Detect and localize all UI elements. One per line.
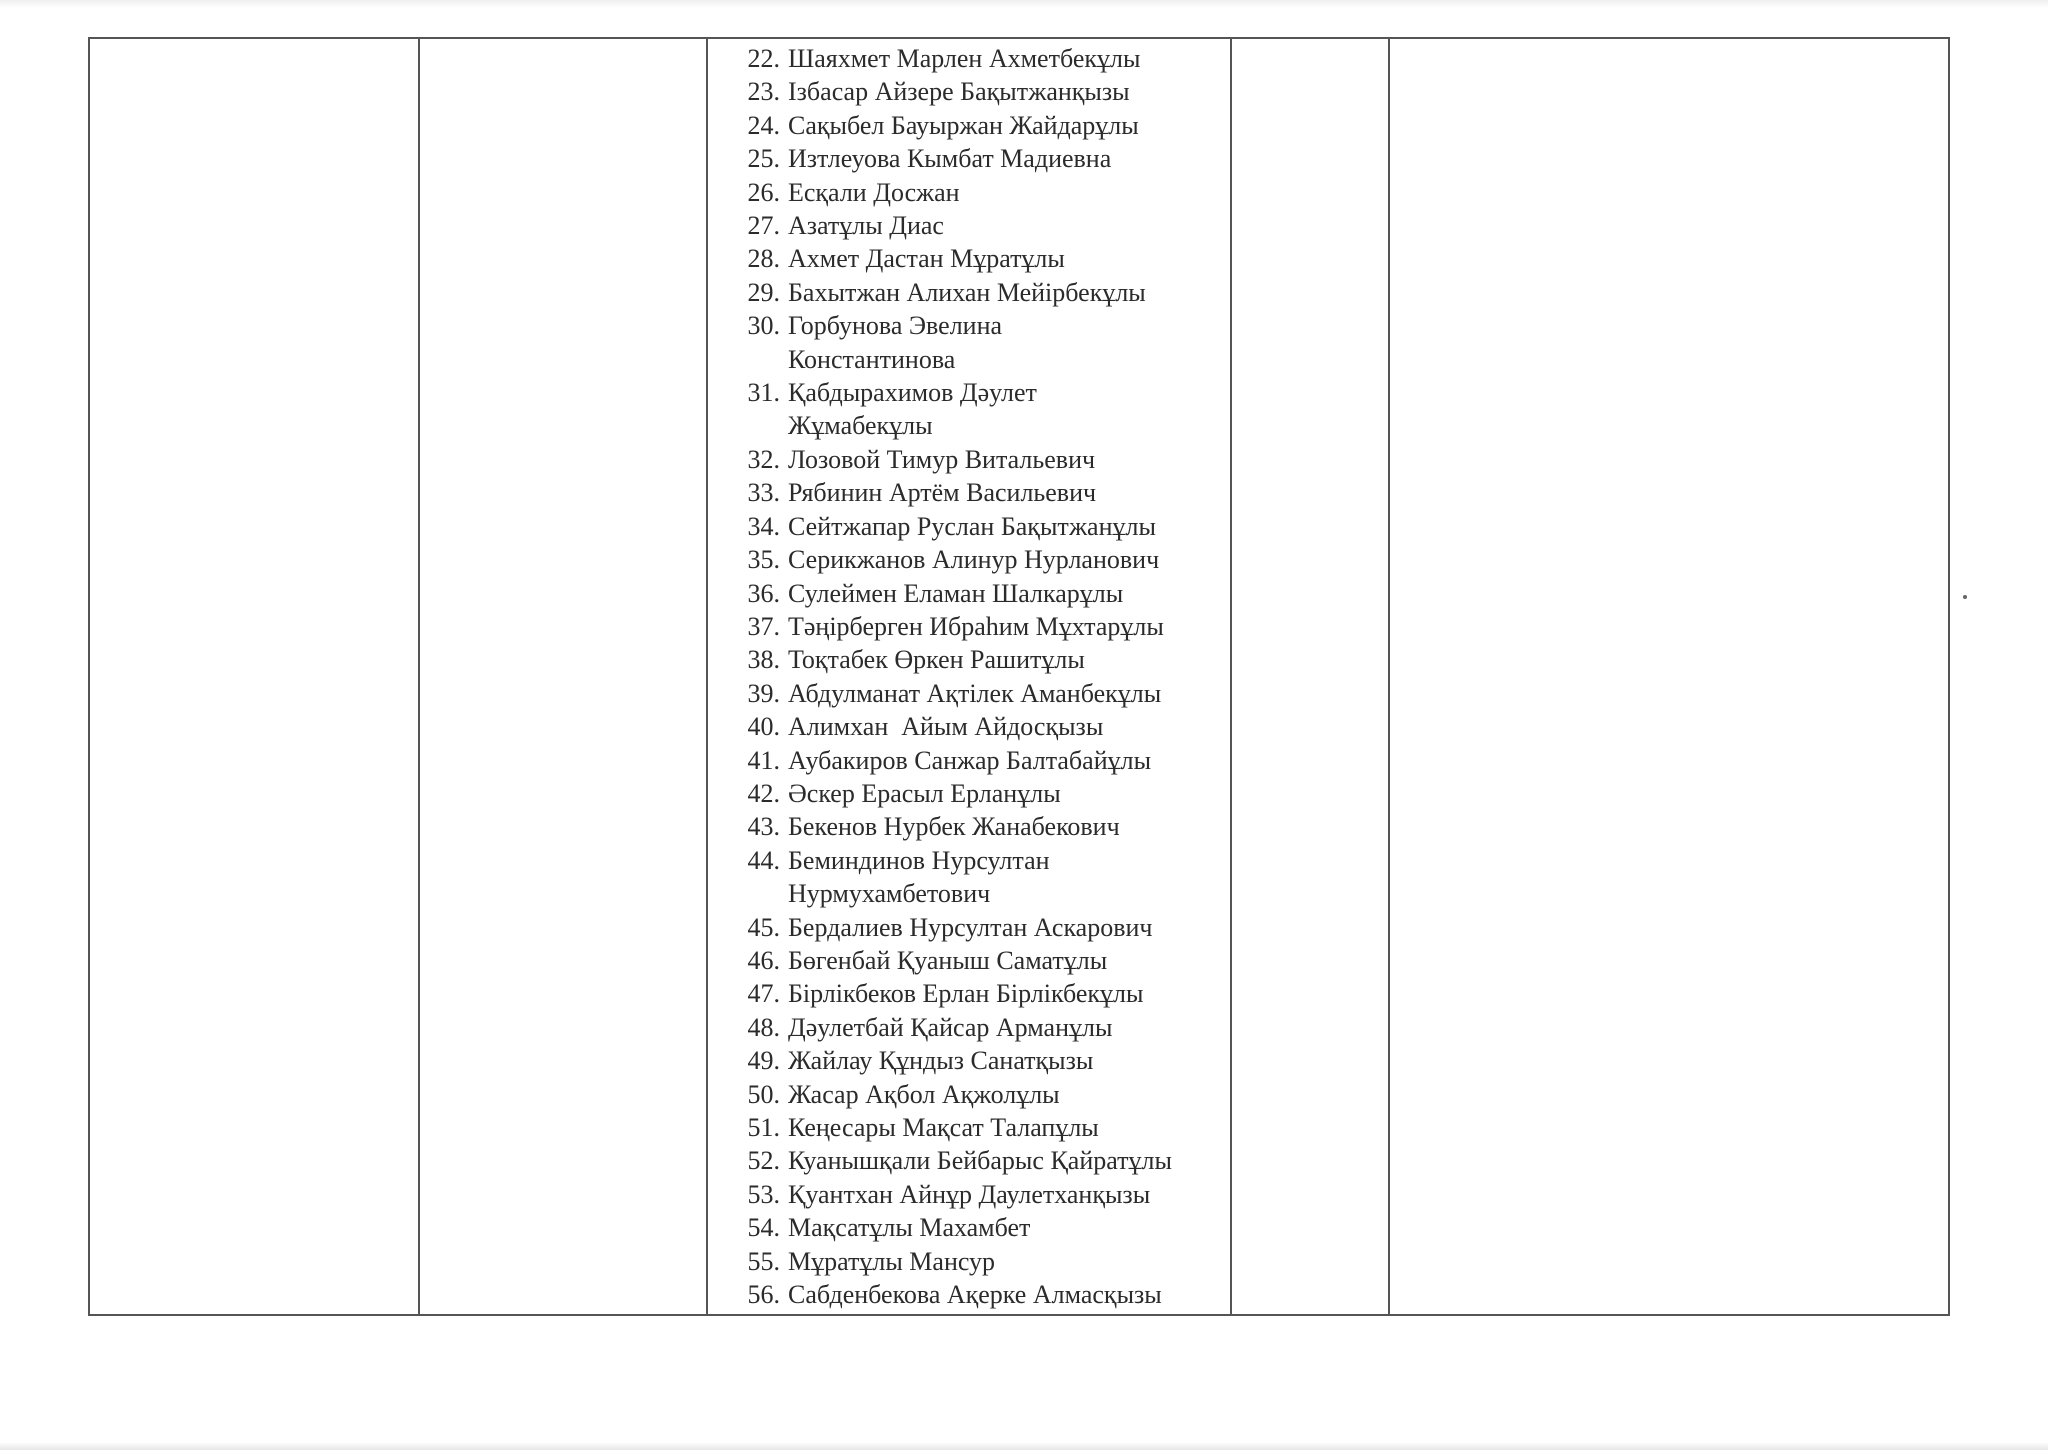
item-number: 27. — [747, 211, 780, 241]
item-number: 55. — [747, 1246, 780, 1276]
list-item — [730, 911, 1172, 944]
item-number: 48. — [747, 1012, 780, 1042]
item-name: Тоқтабек Өркен Рашитұлы — [788, 645, 1085, 675]
list-item — [730, 1144, 1172, 1177]
list-item — [730, 443, 1172, 476]
item-name: Ахмет Дастан Мұратұлы — [788, 244, 1065, 274]
list-item — [730, 610, 1172, 643]
list-item — [730, 777, 1172, 810]
item-number: 46. — [747, 945, 780, 975]
item-number: 42. — [747, 778, 780, 808]
item-name: Қабдырахимов Дәулет — [788, 378, 1037, 408]
item-name: Кеңесары Мақсат Талапұлы — [788, 1113, 1099, 1142]
item-name: Бахытжан Алихан Мейірбекұлы — [788, 277, 1146, 307]
item-number: 35. — [747, 545, 780, 575]
item-number: 50. — [747, 1079, 780, 1109]
list-item — [730, 810, 1172, 843]
item-number: 47. — [747, 979, 780, 1009]
list-item — [730, 376, 1172, 443]
item-number: 39. — [747, 678, 780, 708]
item-number: 52. — [747, 1146, 780, 1176]
column-divider-2 — [706, 37, 708, 1316]
item-name: Беминдинов Нурсултан — [788, 845, 1050, 875]
item-number: 43. — [747, 812, 780, 842]
item-number: 40. — [747, 712, 780, 742]
item-number: 26. — [747, 177, 780, 207]
item-name: Тәңірберген Ибраһим Мұхтарұлы — [788, 611, 1164, 641]
item-name: Сабденбекова Ақерке Алмасқызы — [788, 1280, 1162, 1310]
list-item — [730, 1078, 1172, 1111]
list-item — [730, 309, 1172, 376]
item-number: 30. — [747, 311, 780, 341]
item-number: 44. — [747, 845, 780, 875]
item-name-continuation: Жұмабекұлы — [788, 411, 933, 441]
page-bottom-edge — [0, 1442, 2048, 1450]
item-number: 56. — [747, 1280, 780, 1310]
item-name: Сақыбел Бауыржан Жайдарұлы — [788, 110, 1139, 140]
column-divider-1 — [418, 37, 420, 1316]
item-name: Азатұлы Диас — [788, 211, 944, 241]
item-number: 38. — [747, 645, 780, 675]
item-name: Ізбасар Айзере Бақытжанқызы — [788, 77, 1130, 107]
name-list — [730, 42, 1172, 1311]
list-item — [730, 75, 1172, 108]
list-item — [730, 42, 1172, 75]
list-item — [730, 209, 1172, 242]
item-number: 41. — [747, 745, 780, 775]
item-name: Сулеймен Еламан Шалкарұлы — [788, 578, 1124, 608]
item-number: 29. — [747, 277, 780, 307]
list-item — [730, 142, 1172, 175]
item-number: 34. — [747, 511, 780, 541]
item-number: 33. — [747, 478, 780, 508]
list-item — [730, 1211, 1172, 1244]
item-number: 24. — [747, 110, 780, 140]
item-number: 25. — [747, 144, 780, 174]
list-item — [730, 1178, 1172, 1211]
item-name: Куанышқали Бейбарыс Қайратұлы — [788, 1146, 1172, 1176]
scan-speck — [1963, 595, 1967, 599]
column-divider-4 — [1388, 37, 1390, 1316]
item-number: 49. — [747, 1046, 780, 1076]
item-name: Қуантхан Айнұр Даулетханқызы — [788, 1179, 1151, 1209]
item-name: Рябинин Артём Васильевич — [788, 478, 1097, 508]
list-item — [730, 510, 1172, 543]
item-name: Жайлау Құндыз Санатқызы — [788, 1046, 1094, 1076]
item-name: Горбунова Эвелина — [788, 311, 1003, 341]
item-name: Алимхан Айым Айдосқызы — [788, 712, 1104, 742]
item-name-continuation: Константинова — [788, 344, 956, 374]
list-item — [730, 1011, 1172, 1044]
item-name: Әскер Ерасыл Ерланұлы — [788, 778, 1061, 808]
item-name: Серикжанов Алинур Нурланович — [788, 545, 1160, 575]
item-name: Абдулманат Ақтілек Аманбекұлы — [788, 678, 1162, 708]
item-number: 23. — [747, 77, 780, 107]
list-item — [730, 944, 1172, 977]
page-top-edge — [0, 0, 2048, 8]
list-item — [730, 744, 1172, 777]
list-item — [730, 476, 1172, 509]
list-item — [730, 844, 1172, 911]
list-item — [730, 643, 1172, 676]
list-item — [730, 276, 1172, 309]
list-item — [730, 1044, 1172, 1077]
item-number: 36. — [747, 578, 780, 608]
list-item — [730, 577, 1172, 610]
list-item — [730, 176, 1172, 209]
item-number: 51. — [747, 1113, 780, 1142]
list-item — [730, 977, 1172, 1010]
list-item — [730, 710, 1172, 743]
list-item — [730, 1278, 1172, 1311]
item-name: Сейтжапар Руслан Бақытжанұлы — [788, 511, 1156, 541]
item-name: Бөгенбай Қуаныш Саматұлы — [788, 945, 1108, 975]
item-number: 22. — [747, 44, 780, 73]
item-name: Мақсатұлы Махамбет — [788, 1213, 1031, 1243]
item-number: 37. — [747, 611, 780, 641]
item-name-continuation: Нурмухамбетович — [788, 879, 991, 909]
item-name: Лозовой Тимур Витальевич — [788, 444, 1096, 474]
item-number: 53. — [747, 1179, 780, 1209]
item-name: Дәулетбай Қайсар Арманұлы — [788, 1012, 1113, 1042]
item-name: Аубакиров Санжар Балтабайұлы — [788, 745, 1152, 775]
item-name: Есқали Досжан — [788, 177, 960, 207]
item-number: 28. — [747, 244, 780, 274]
list-item — [730, 543, 1172, 576]
item-name: Изтлеуова Кымбат Мадиевна — [788, 144, 1112, 174]
item-name: Жасар Ақбол Ақжолұлы — [788, 1079, 1060, 1109]
item-number: 54. — [747, 1213, 780, 1243]
list-item — [730, 677, 1172, 710]
list-item — [730, 109, 1172, 142]
item-name: Бердалиев Нурсултан Аскарович — [788, 912, 1153, 942]
list-item — [730, 1111, 1172, 1144]
list-item — [730, 242, 1172, 275]
item-name: Мұратұлы Мансур — [788, 1246, 996, 1276]
item-name: Бекенов Нурбек Жанабекович — [788, 812, 1120, 842]
column-divider-3 — [1230, 37, 1232, 1316]
item-number: 45. — [747, 912, 780, 942]
item-number: 32. — [747, 444, 780, 474]
item-name: Шаяхмет Марлен Ахметбекұлы — [788, 44, 1141, 73]
item-name: Бірлікбеков Ерлан Бірлікбекұлы — [788, 979, 1144, 1009]
list-item — [730, 1245, 1172, 1278]
item-number: 31. — [747, 378, 780, 408]
